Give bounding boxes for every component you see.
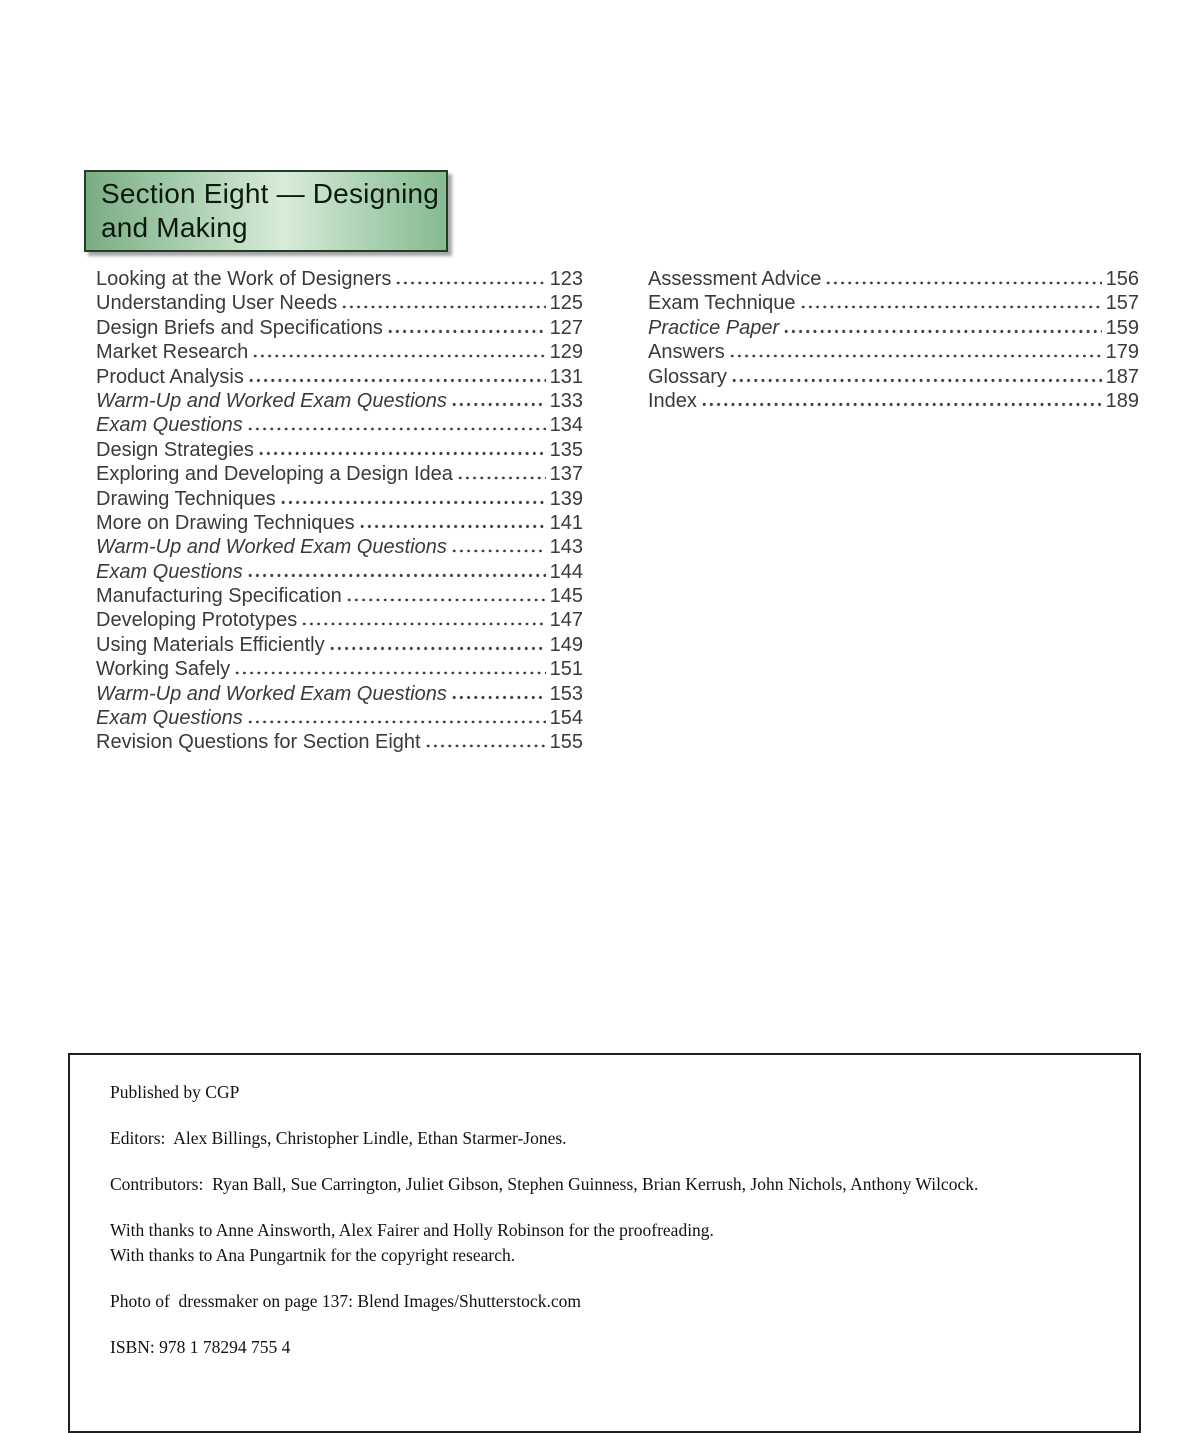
section-title-line2: and Making xyxy=(101,212,248,243)
toc-entry-title: Design Briefs and Specifications xyxy=(96,316,383,339)
toc-dot-leader xyxy=(426,744,546,749)
toc-dot-leader xyxy=(732,378,1102,383)
toc-entry-title: Warm-Up and Worked Exam Questions xyxy=(96,389,447,412)
toc-entry-page: 143 xyxy=(549,536,583,559)
toc-entry-page: 159 xyxy=(1105,316,1139,339)
toc-dot-leader xyxy=(452,549,546,554)
toc-entry-title: Product Analysis xyxy=(96,365,244,388)
toc-dot-leader xyxy=(396,281,545,286)
toc-dot-leader xyxy=(302,622,545,627)
toc-entry-page: 187 xyxy=(1105,365,1139,388)
toc-dot-leader xyxy=(330,646,546,651)
toc-dot-leader xyxy=(458,476,546,481)
toc-dot-leader xyxy=(281,500,546,505)
toc-dot-leader xyxy=(388,329,546,334)
toc-dot-leader xyxy=(249,378,546,383)
thanks-copyright-line: With thanks to Ana Pungartnik for the copyright research. xyxy=(110,1245,516,1265)
toc-entry-page: 155 xyxy=(549,731,583,754)
contributors-line: Contributors: Ryan Ball, Sue Carrington, Juliet Gibson, Stephen Guinness, Brian Kerrush, John Nichols, Anthony Wilcock. xyxy=(110,1174,979,1194)
toc-entry-title: Market Research xyxy=(96,341,249,364)
toc-entry-title: Answers xyxy=(648,341,725,364)
toc-dot-leader xyxy=(347,598,546,603)
toc-entry-page: 127 xyxy=(549,316,583,339)
toc-dot-leader xyxy=(248,573,546,578)
toc-entry-title: Design Strategies xyxy=(96,438,254,461)
toc-entry xyxy=(96,683,583,707)
toc-entry-title: Developing Prototypes xyxy=(96,609,298,632)
toc-entry-title: Assessment Advice xyxy=(648,268,822,290)
toc-entry-page: 137 xyxy=(549,463,583,486)
isbn-line: ISBN: 978 1 78294 755 4 xyxy=(110,1337,291,1357)
toc-entry-title: Working Safely xyxy=(96,658,231,681)
toc-entry-title: Looking at the Work of Designers xyxy=(96,268,392,290)
published-by-line: Published by CGP xyxy=(110,1082,240,1102)
toc-dot-leader xyxy=(801,305,1102,310)
toc-entry xyxy=(648,341,1139,365)
toc-entry xyxy=(96,536,583,560)
toc-entry xyxy=(96,585,583,609)
toc-entry xyxy=(96,268,583,292)
toc-entry xyxy=(96,439,583,463)
toc-entry xyxy=(648,317,1139,341)
toc-dot-leader xyxy=(784,329,1101,334)
section-title-line1: Section Eight — Designing xyxy=(101,178,440,209)
toc-dot-leader xyxy=(248,427,546,432)
toc-entry-page: 149 xyxy=(549,633,583,656)
toc-entry-page: 179 xyxy=(1105,341,1139,364)
toc-entry-page: 151 xyxy=(549,658,583,681)
toc-entry-page: 156 xyxy=(1105,268,1139,290)
toc-left xyxy=(96,268,583,756)
toc-entry-title: Practice Paper xyxy=(648,316,780,339)
toc-dot-leader xyxy=(235,671,545,676)
toc-dot-leader xyxy=(452,402,546,407)
toc-entry-title: Manufacturing Specification xyxy=(96,585,342,608)
toc-entry-page: 133 xyxy=(549,389,583,412)
toc-entry-title: Revision Questions for Section Eight xyxy=(96,731,421,754)
toc-dot-leader xyxy=(253,354,545,359)
toc-entry xyxy=(96,463,583,487)
toc-entry xyxy=(96,366,583,390)
toc-entry xyxy=(648,292,1139,316)
toc-entry-title: Warm-Up and Worked Exam Questions xyxy=(96,682,447,705)
toc-entry-title: Exploring and Developing a Design Idea xyxy=(96,463,453,486)
toc-right xyxy=(648,268,1139,414)
toc-entry xyxy=(96,414,583,438)
toc-entry-title: Glossary xyxy=(648,365,727,388)
toc-entry-page: 147 xyxy=(549,609,583,632)
toc-entry-page: 153 xyxy=(549,682,583,705)
toc-dot-leader xyxy=(248,720,546,725)
toc-entry xyxy=(96,658,583,682)
toc-entry xyxy=(648,366,1139,390)
toc-entry xyxy=(96,292,583,316)
toc-entry-page: 141 xyxy=(549,511,583,534)
colophon-box xyxy=(68,1053,1141,1433)
toc-dot-leader xyxy=(342,305,545,310)
section-header-box xyxy=(84,170,448,252)
toc-entry-page: 134 xyxy=(549,414,583,437)
toc-entry-title: Exam Technique xyxy=(648,292,796,315)
toc-entry-title: More on Drawing Techniques xyxy=(96,511,355,534)
toc-entry-title: Exam Questions xyxy=(96,414,243,437)
toc-entry xyxy=(96,561,583,585)
toc-dot-leader xyxy=(702,402,1102,407)
photo-credit-line: Photo of dressmaker on page 137: Blend Images/Shutterstock.com xyxy=(110,1291,581,1311)
toc-entry-page: 131 xyxy=(549,365,583,388)
toc-entry xyxy=(96,634,583,658)
toc-entry-title: Drawing Techniques xyxy=(96,487,276,510)
toc-entry-page: 154 xyxy=(549,707,583,730)
toc-entry xyxy=(96,731,583,755)
toc-entry-page: 125 xyxy=(549,292,583,315)
toc-entry-title: Using Materials Efficiently xyxy=(96,633,325,656)
toc-entry-title: Index xyxy=(648,389,697,412)
toc-entry-title: Warm-Up and Worked Exam Questions xyxy=(96,536,447,559)
toc-entry-page: 157 xyxy=(1105,292,1139,315)
toc-dot-leader xyxy=(259,451,546,456)
toc-entry xyxy=(96,488,583,512)
toc-entry-title: Understanding User Needs xyxy=(96,292,338,315)
thanks-proofreading-line: With thanks to Anne Ainsworth, Alex Fairer and Holly Robinson for the proofreading. xyxy=(110,1220,714,1240)
toc-entry-page: 135 xyxy=(549,438,583,461)
editors-line: Editors: Alex Billings, Christopher Lindle, Ethan Starmer-Jones. xyxy=(110,1128,567,1148)
toc-entry xyxy=(96,317,583,341)
toc-entry-title: Exam Questions xyxy=(96,707,243,730)
toc-entry xyxy=(96,512,583,536)
toc-entry xyxy=(96,707,583,731)
toc-entry xyxy=(648,268,1139,292)
toc-entry xyxy=(96,609,583,633)
toc-entry-page: 123 xyxy=(549,268,583,290)
toc-entry-page: 139 xyxy=(549,487,583,510)
toc-entry xyxy=(96,390,583,414)
toc-dot-leader xyxy=(360,524,546,529)
toc-dot-leader xyxy=(452,695,546,700)
toc-entry-page: 189 xyxy=(1105,389,1139,412)
toc-dot-leader xyxy=(730,354,1102,359)
toc-entry xyxy=(648,390,1139,414)
toc-dot-leader xyxy=(826,281,1101,286)
toc-entry xyxy=(96,341,583,365)
toc-entry-page: 145 xyxy=(549,585,583,608)
toc-entry-title: Exam Questions xyxy=(96,560,243,583)
toc-entry-page: 144 xyxy=(549,560,583,583)
toc-entry-page: 129 xyxy=(549,341,583,364)
